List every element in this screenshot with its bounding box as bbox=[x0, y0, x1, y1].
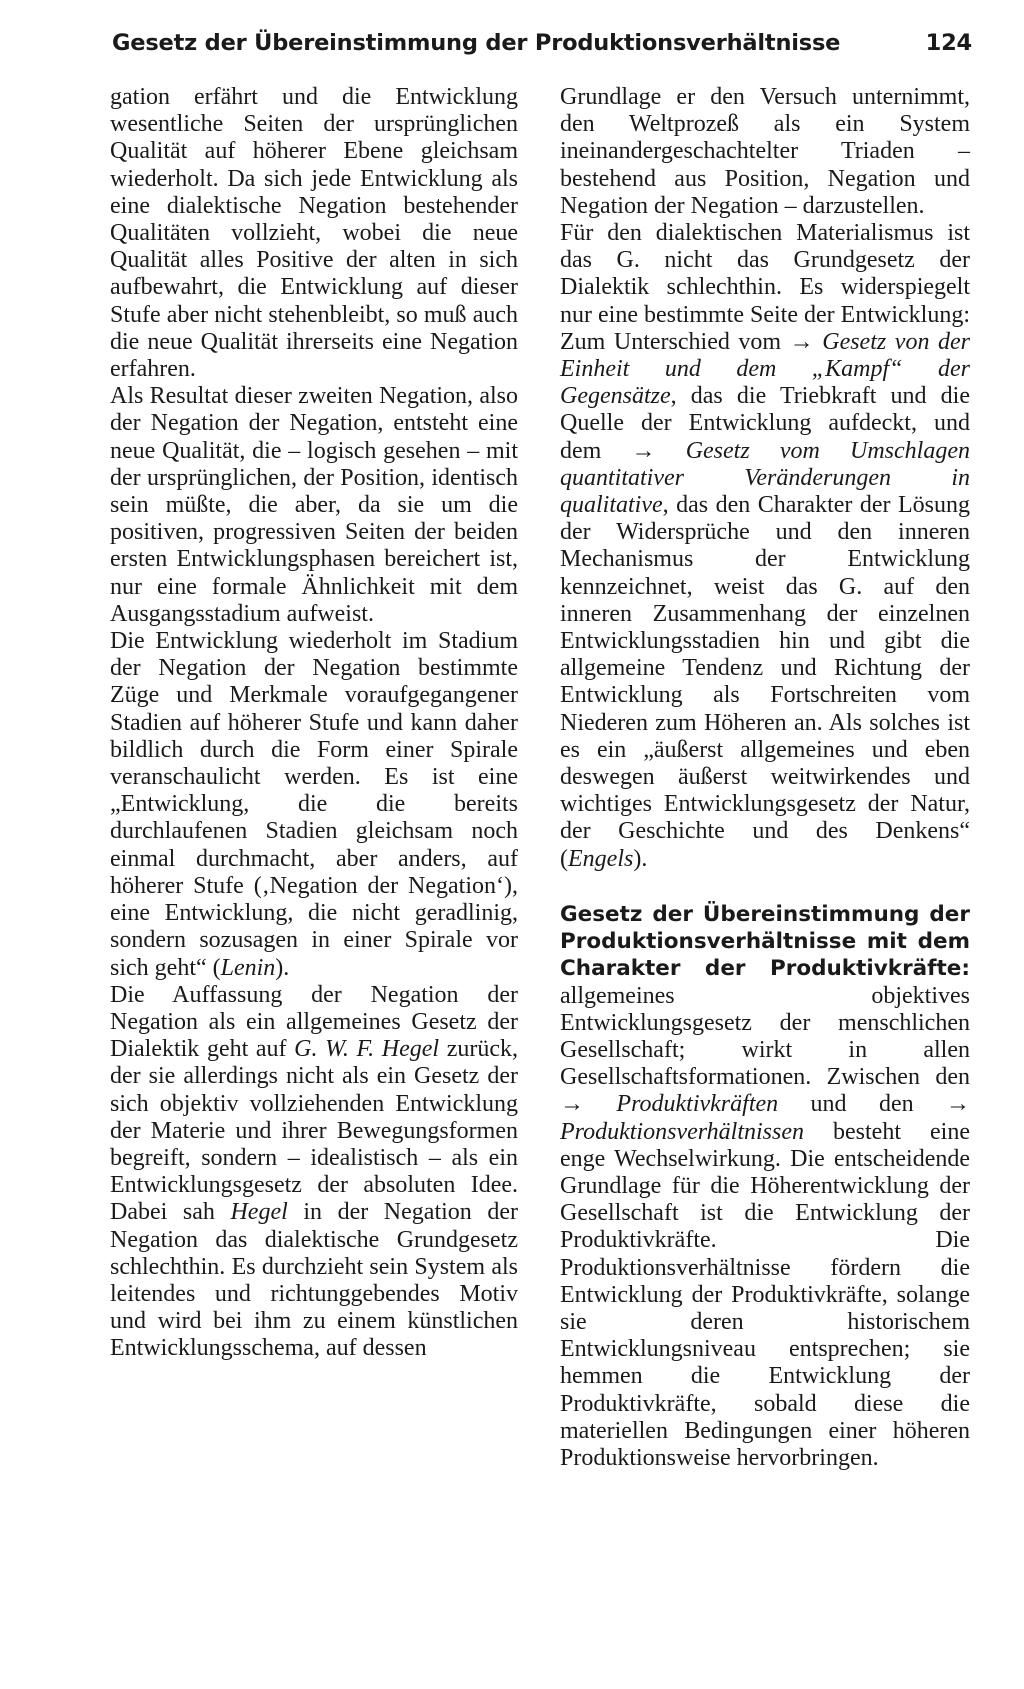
running-header bbox=[112, 30, 972, 64]
author-name: Hegel bbox=[230, 1199, 288, 1226]
text-run: Für den dialektischen Materialismus ist das G. nicht das Grundgesetz der Dialektik schlechthin. Es widerspiegelt nur eine bestimmte Seite der Entwicklung: Zum Unterschied vom → bbox=[560, 220, 970, 355]
author-name: Engels bbox=[568, 845, 634, 872]
running-header-title: Gesetz der Übereinstimmung der Produktionsverhältnisse bbox=[112, 30, 841, 56]
cross-reference: Produktionsverhältnissen bbox=[560, 1118, 804, 1145]
text-run: in der Negation der Negation das dialektische Grundgesetz schlechthin. Es durchzieht sein System als leitendes und richtunggebendes Motiv und wird bei ihm zu einem künstlichen Entwicklungsschema, auf dessen bbox=[110, 1199, 518, 1362]
text-run: , das die Triebkraft und die Quelle der Entwicklung aufdeckt, und dem → bbox=[560, 383, 970, 464]
text-run: zurück, der sie allerdings nicht als ein Gesetz der sich objektiv vollziehenden Entwicklung der Materie und ihrer Bewegungsformen begreift, sondern – idealistisch – als ein Entwicklungsgesetz der absoluten Idee. Dabei sah bbox=[110, 1036, 518, 1226]
dictionary-entry bbox=[560, 901, 970, 1472]
paragraph bbox=[110, 84, 518, 383]
entry-spacer bbox=[560, 873, 970, 901]
left-column bbox=[110, 84, 518, 1363]
paragraph bbox=[110, 628, 518, 982]
paragraph bbox=[560, 84, 970, 220]
text-run: ). bbox=[275, 954, 290, 981]
paragraph bbox=[560, 220, 970, 873]
text-run: Als Resultat dieser zweiten Negation, also der Negation der Negation, entsteht eine neue Qualität, die – logisch gesehen – mit der ursprünglichen, der Position, identisch sein müßte, die aber, da sie um die positiven, progressiven Seiten der beiden ersten Entwicklungsphasen bereichert ist, nur eine formale Ähnlichkeit mit dem Ausgangsstadium aufweist. bbox=[110, 383, 518, 627]
paragraph bbox=[110, 982, 518, 1363]
author-name: G. W. F. Hegel bbox=[294, 1036, 440, 1063]
entry-heading: Gesetz der Übereinstimmung der Produktionsverhältnisse mit dem Charakter der Produktivkräfte: bbox=[560, 901, 970, 982]
text-run: besteht eine enge Wechselwirkung. Die entscheidende Grundlage für die Höherentwicklung der Gesellschaft ist die Entwicklung der Produktivkräfte. Die Produktionsverhältnisse fördern die Entwicklung der Produktivkräfte, solange sie deren historischem Entwicklungsniveau entsprechen; sie hemmen die Entwicklung der Produktivkräfte, sobald diese die materiellen Bedingungen einer höheren Produktionsweise hervorbringen. bbox=[560, 1118, 970, 1471]
text-run: Die Entwicklung wiederholt im Stadium der Negation der Negation bestimmte Züge und Merkmale voraufgegangener Stadien auf höherer Stufe und kann daher bildlich durch die Form einer Spirale veranschaulicht werden. Es ist eine „Entwicklung, die die bereits durchlaufenen Stadien gleichsam noch einmal durchmacht, aber anders, auf höherer Stufe (‚Negation der Negation‘), eine Entwicklung, die nicht geradlinig, sondern sozusagen in einer Spirale vor sich geht“ ( bbox=[110, 628, 518, 981]
cross-reference: Produktivkräften bbox=[616, 1091, 779, 1118]
text-run: Die Auffassung der Negation der Negation als ein allgemeines Gesetz der Dialektik geht auf bbox=[110, 981, 518, 1063]
text-run: Grundlage er den Versuch unternimmt, den Weltprozeß als ein System ineinandergeschachtelter Triaden – bestehend aus Position, Negation und Negation der Negation – darzustellen. bbox=[560, 84, 970, 219]
page-number: 124 bbox=[925, 30, 972, 56]
cross-reference: Gesetz von der Einheit und dem „Kampf“ der Gegensätze bbox=[560, 328, 970, 410]
cross-reference: Gesetz vom Umschlagen quantitativer Veränderungen in qualitative bbox=[560, 437, 970, 519]
text-run: und den → bbox=[778, 1091, 970, 1118]
text-run: gation erfährt und die Entwicklung wesentliche Seiten der ursprünglichen Qualität auf höherer Ebene gleichsam wiederholt. Da sich jede Entwicklung als eine dialektische Negation bestehender Qualitäten vollzieht, wobei die neue Qualität alles Positive der alten in sich aufbewahrt, die Entwicklung auf dieser Stufe aber nicht stehenbleibt, so muß auch die neue Qualität ihrerseits eine Negation erfahren. bbox=[110, 84, 518, 383]
author-name: Lenin bbox=[220, 954, 276, 981]
right-column bbox=[560, 84, 970, 1472]
text-run: ). bbox=[633, 845, 648, 872]
paragraph bbox=[110, 383, 518, 628]
text-run: , das den Charakter der Lösung der Widersprüche und den inneren Mechanismus der Entwicklung kennzeichnet, weist das G. auf den inneren Zusammenhang der einzelnen Entwicklungsstadien hin und gibt die allgemeine Tendenz und Richtung der Entwicklung als Fortschreiten vom Niederen zum Höheren an. Als solches ist es ein „äußerst allgemeines und eben deswegen äußerst weitwirkendes und wichtiges Entwicklungsgesetz der Natur, der Geschichte und des Denkens“ ( bbox=[560, 492, 970, 872]
text-run: allgemeines objektives Entwicklungsgesetz der menschlichen Gesellschaft; wirkt in allen Gesellschaftsformationen. Zwischen den → bbox=[560, 982, 970, 1118]
